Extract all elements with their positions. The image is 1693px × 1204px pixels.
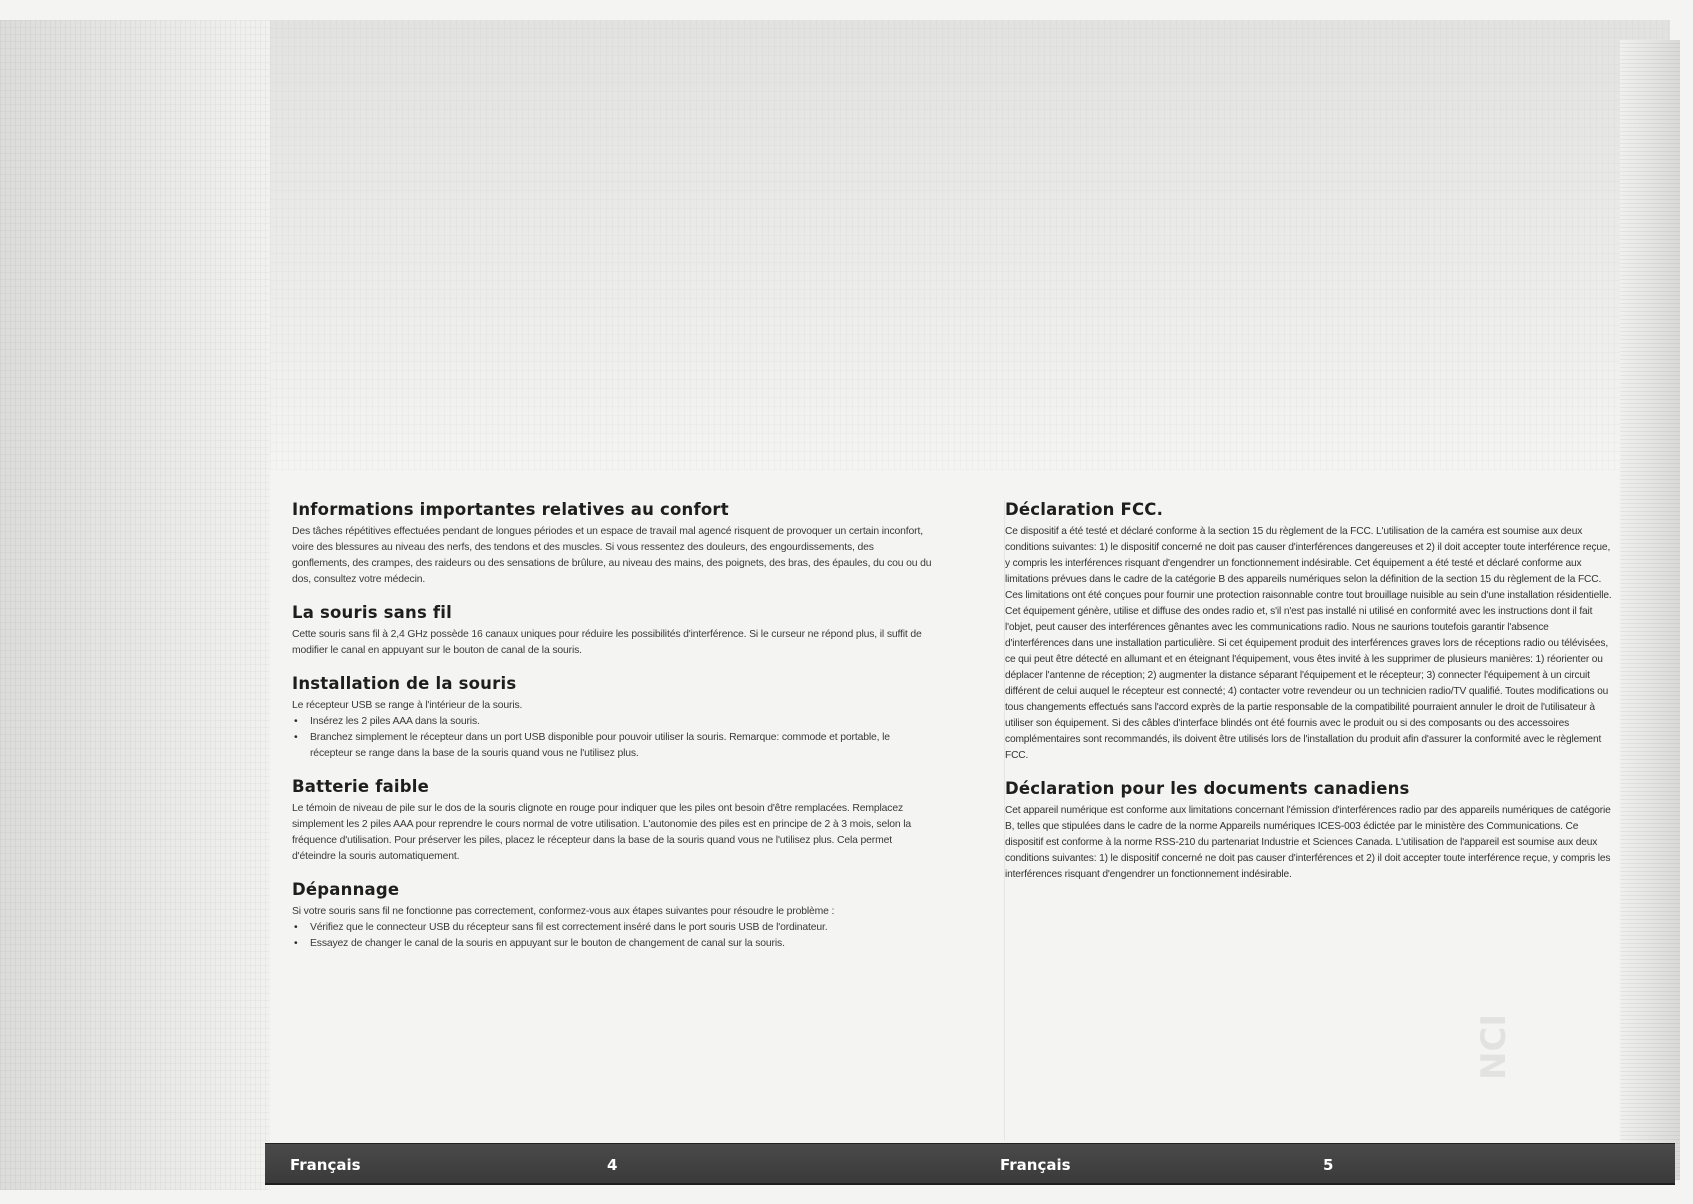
scan-edge-right	[1620, 40, 1680, 1180]
heading-troubleshooting: Dépannage	[292, 880, 400, 899]
scan-noise-left	[0, 20, 270, 1190]
section-troubleshooting	[292, 880, 932, 952]
list-item: • Insérez les 2 piles AAA dans la souris.	[292, 714, 932, 730]
left-page-content	[292, 500, 932, 967]
section-canadian-declaration	[1005, 779, 1615, 883]
paragraph-mouse-installation: Le récepteur USB se range à l'intérieur de la souris.	[292, 700, 523, 711]
list-item: • Branchez simplement le récepteur dans un port USB disponible pour pouvoir utiliser la souris. Remarque: commode et portable, le récepteur se range dans la base de la souris quand vous ne l'utilisez plus.	[292, 730, 932, 762]
section-mouse-installation	[292, 674, 932, 762]
paragraph-low-battery: Le témoin de niveau de pile sur le dos de la souris clignote en rouge pour indiquer que les piles ont besoin d'être remplacées. Remplacez simplement les 2 piles AAA pour reprendre le cours normal de votre utilisation. L'autonomie des piles est en principe de 2 à 3 mois, selon la fréquence d'utilisation. Pour préserver les piles, placez le récepteur dans la base de la souris quand vous ne l'utilisez plus. Cela permet d'éteindre la souris automatiquement.	[292, 803, 912, 862]
page-number-right: 5	[1323, 1156, 1334, 1174]
right-page-content	[1005, 500, 1615, 898]
faded-brand-logo: NCI	[1474, 1013, 1514, 1080]
heading-low-battery: Batterie faible	[292, 777, 430, 796]
footer-language-right: Français	[1000, 1156, 1071, 1174]
list-item: • Essayez de changer le canal de la souris en appuyant sur le bouton de changement de canal sur la souris.	[292, 936, 932, 952]
section-low-battery	[292, 777, 932, 865]
section-wireless-mouse	[292, 603, 932, 659]
installation-bullet-list	[292, 714, 932, 762]
heading-comfort: Informations importantes relatives au confort	[292, 500, 729, 519]
paragraph-comfort: Des tâches répétitives effectuées pendant de longues périodes et un espace de travail mal agencé risquent de provoquer un certain inconfort, voire des blessures au niveau des nerfs, des tendons et des muscles. Si vous ressentez des douleurs, des engourdissements, des gonflements, des crampes, des raideurs ou des sensations de brûlure, au niveau des mains, des poignets, des bras, des épaules, du cou ou du dos, consultez votre médecin.	[292, 526, 932, 585]
heading-canadian-declaration: Déclaration pour les documents canadiens	[1005, 779, 1410, 798]
heading-wireless-mouse: La souris sans fil	[292, 603, 453, 622]
list-item: • Vérifiez que le connecteur USB du récepteur sans fil est correctement inséré dans le port souris USB de l'ordinateur.	[292, 920, 932, 936]
heading-fcc-declaration: Déclaration FCC.	[1005, 500, 1164, 519]
troubleshooting-bullet-list	[292, 920, 932, 952]
footer-bar	[265, 1143, 1675, 1185]
paragraph-wireless-mouse: Cette souris sans fil à 2,4 GHz possède 16 canaux uniques pour réduire les possibilités d'interférence. Si le curseur ne répond plus, il suffit de modifier le canal en appuyant sur le bouton de canal de la souris.	[292, 629, 922, 656]
section-fcc-declaration	[1005, 500, 1615, 764]
heading-mouse-installation: Installation de la souris	[292, 674, 517, 693]
paragraph-canadian-declaration: Cet appareil numérique est conforme aux limitations concernant l'émission d'interférences radio par des appareils numériques de catégorie B, telles que stipulées dans le cadre de la norme Appareils numériques ICES-003 édictée par le ministère des Communications. Ce dispositif est conforme à la norme RSS-210 du partenariat Industrie et Sciences Canada. L'utilisation de l'appareil est soumise aux deux conditions suivantes: 1) le dispositif concerné ne doit pas causer d'interférences et 2) il doit accepter toute interférence reçue, y compris les interférences risquant d'engendrer un fonctionnement indésirable.	[1005, 805, 1611, 880]
paragraph-troubleshooting: Si votre souris sans fil ne fonctionne pas correctement, conformez-vous aux étapes suivantes pour résoudre le problème :	[292, 906, 835, 917]
paragraph-fcc-declaration: Ce dispositif a été testé et déclaré conforme à la section 15 du règlement de la FCC. L'utilisation de la caméra est soumise aux deux conditions suivantes: 1) le dispositif concerné ne doit pas causer d'interférences dangereuses et 2) il doit accepter toute interférence reçue, y compris les interférences risquant d'engendrer un fonctionnement indésirable. Cet équipement a été testé et déclaré conforme aux limitations prévues dans le cadre de la catégorie B des appareils numériques selon la définition de la section 15 du règlement de la FCC. Ces limitations ont été conçues pour fournir une protection raisonnable contre tout brouillage nuisible au sein d'une installation résidentielle. Cet équipement génère, utilise et diffuse des ondes radio et, s'il n'est pas installé ni utilisé en conformité avec les instructions dont il fait l'objet, peut causer des interférences gênantes avec les communications radio. Nous ne saurions toutefois garantir l'absence d'interférences dans une installation particulière. Si cet équipement produit des interférences graves lors de réceptions radio ou télévisées, ce qui peut être détecté en allumant et en éteignant l'équipement, vous êtes invité à les supprimer de plusieurs manières: 1) réorienter ou déplacer l'antenne de réception; 2) augmenter la distance séparant l'équipement et le récepteur; 3) connecter l'équipement à un circuit différent de celui auquel le récepteur est connecté; 4) contacter votre revendeur ou un technicien radio/TV qualifié. Toutes modifications ou tous changements effectués sans l'accord exprès de la partie responsable de la compatibilité pourraient annuler le droit de l'utilisateur à utiliser son équipement. Si des câbles d'interface blindés ont été fournis avec le produit ou si des composants ou des accessoires complémentaires sont recommandés, ils doivent être utilisés lors de l'installation du produit afin d'assurer la conformité avec le règlement FCC.	[1005, 526, 1612, 761]
section-comfort	[292, 500, 932, 588]
page-number-left: 4	[607, 1156, 618, 1174]
scan-noise-top	[270, 20, 1670, 470]
footer-language-left: Français	[290, 1156, 361, 1174]
